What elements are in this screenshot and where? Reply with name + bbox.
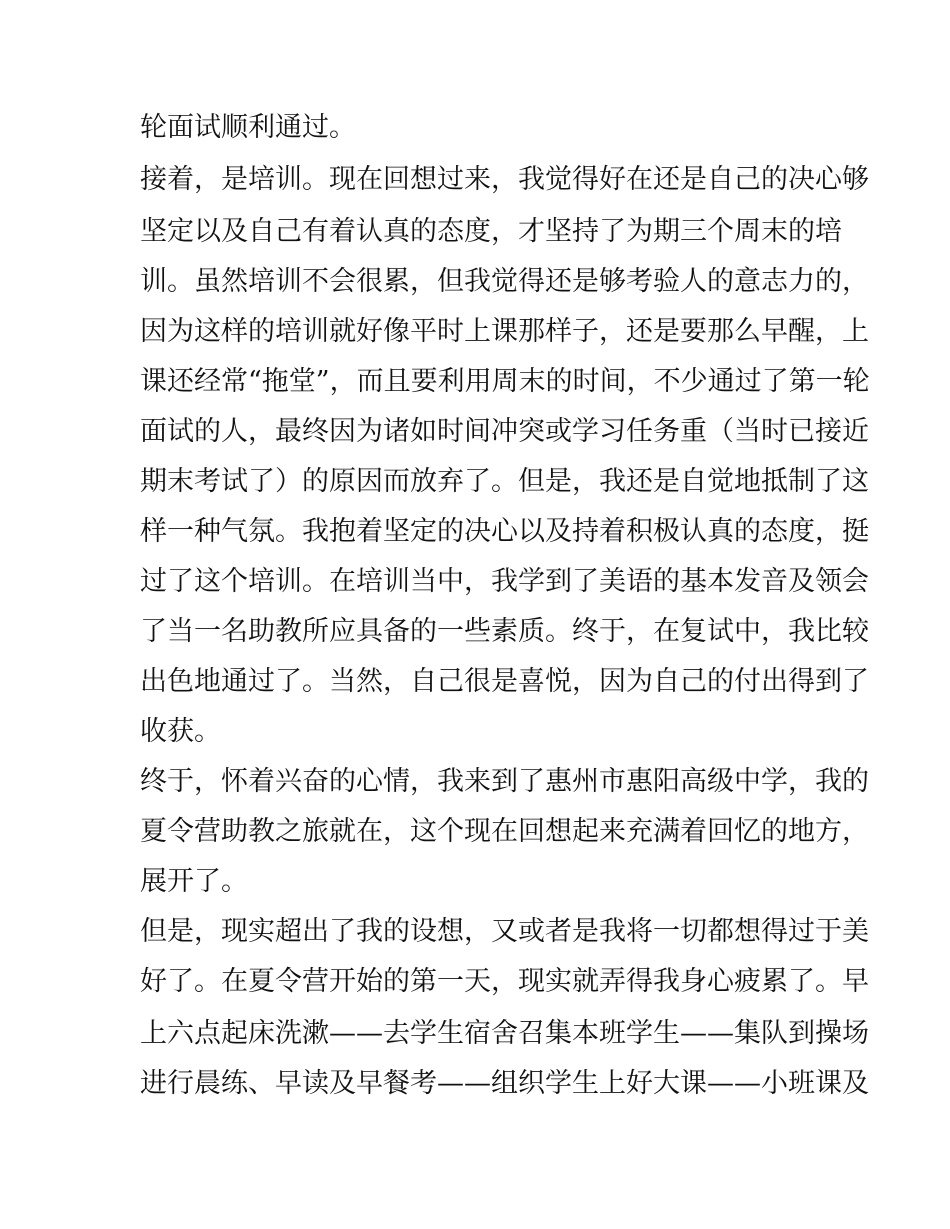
text-line: 轮面试顺利通过。 [140, 112, 356, 143]
text-line: 过了这个培训。在培训当中，我学到了美语的基本发音及领会 [140, 566, 869, 597]
text-line: 上六点起床洗漱——去学生宿舍召集本班学生——集队到操场 [140, 1018, 869, 1049]
text-line: 出色地通过了。当然，自己很是喜悦，因为自己的付出得到了 [140, 666, 869, 697]
text-line: 展开了。 [140, 866, 248, 897]
text-line: 收获。 [140, 716, 221, 747]
text-line: 期末考试了）的原因而放弃了。但是，我还是自觉地抵制了这 [140, 466, 869, 497]
text-line: 终于，怀着兴奋的心情，我来到了惠州市惠阳高级中学，我的 [140, 766, 869, 797]
text-line: 课还经常“拖堂”，而且要利用周末的时间，不少通过了第一轮 [140, 366, 870, 397]
text-line: 夏令营助教之旅就在，这个现在回想起来充满着回忆的地方， [140, 816, 869, 847]
text-line: 了当一名助教所应具备的一些素质。终于，在复试中，我比较 [140, 616, 869, 647]
text-line: 训。虽然培训不会很累，但我觉得还是够考验人的意志力的， [140, 266, 869, 297]
text-line: 好了。在夏令营开始的第一天，现实就弄得我身心疲累了。早 [140, 966, 869, 997]
text-line: 接着，是培训。现在回想过来，我觉得好在还是自己的决心够 [140, 164, 869, 195]
text-line: 进行晨练、早读及早餐考——组织学生上好大课——小班课及 [140, 1068, 869, 1099]
text-line: 但是，现实超出了我的设想，又或者是我将一切都想得过于美 [140, 916, 869, 947]
text-line: 样一种气氛。我抱着坚定的决心以及持着积极认真的态度，挺 [140, 516, 869, 547]
text-line: 坚定以及自己有着认真的态度，才坚持了为期三个周末的培 [140, 216, 842, 247]
text-line: 面试的人，最终因为诸如时间冲突或学习任务重（当时已接近 [140, 416, 869, 447]
text-line: 因为这样的培训就好像平时上课那样子，还是要那么早醒，上 [140, 316, 869, 347]
